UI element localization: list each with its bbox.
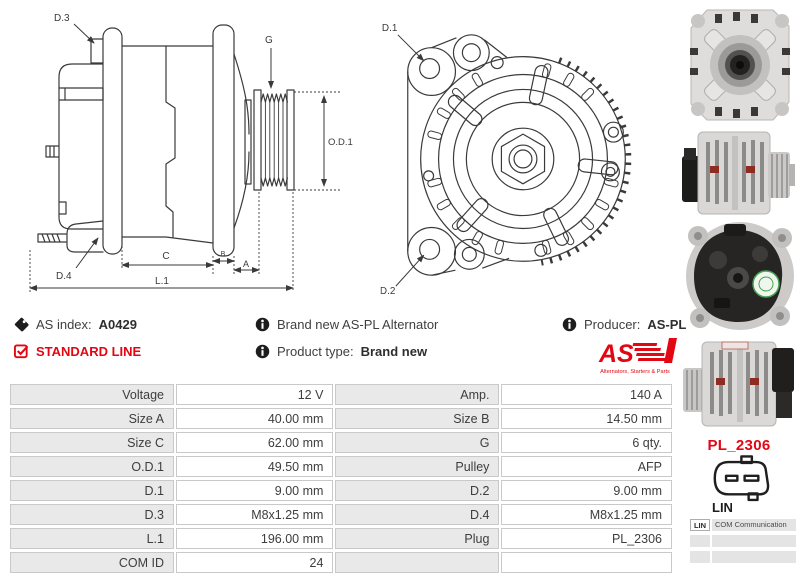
spec-label: D.4	[335, 504, 499, 525]
dim-label-a: A	[242, 259, 250, 269]
dim-label-b: B	[220, 251, 226, 258]
as-index-label: AS index:	[36, 317, 92, 332]
spec-label: Pulley	[335, 456, 499, 477]
list-item	[690, 535, 796, 547]
checkbox-check-icon	[14, 344, 29, 359]
spec-value: 12 V	[176, 384, 333, 405]
as-index-row	[14, 317, 137, 332]
alternator-side-photo	[682, 126, 795, 218]
front-dimension-labels	[380, 23, 398, 297]
as-index-value: A0429	[98, 317, 137, 332]
spec-value: 24	[176, 552, 333, 573]
plug-type-label: LIN	[712, 500, 733, 515]
dimension-labels	[54, 13, 353, 287]
table-row	[10, 384, 672, 405]
spec-label	[335, 552, 499, 573]
spec-label: Size B	[335, 408, 499, 429]
rim-teeth	[541, 60, 628, 263]
spec-value: 9.00 mm	[501, 480, 672, 501]
side-view-technical-drawing	[8, 6, 360, 306]
product-type-row	[255, 344, 427, 359]
plug-code: PL_2306	[707, 437, 771, 454]
front-view-technical-drawing	[372, 4, 670, 304]
dim-label-l1: L.1	[155, 276, 169, 287]
spec-label: Size C	[10, 432, 174, 453]
info-icon	[255, 317, 270, 332]
spec-table	[8, 381, 674, 576]
spec-label: COM ID	[10, 552, 174, 573]
producer-label: Producer:	[584, 317, 641, 332]
com-value	[712, 551, 796, 563]
com-key	[690, 535, 710, 547]
spec-value: 14.50 mm	[501, 408, 672, 429]
logo-text: AS	[599, 340, 634, 368]
standard-line-badge: STANDARD LINE	[36, 344, 142, 359]
spec-label: Voltage	[10, 384, 174, 405]
product-title: Brand new AS-PL Alternator	[277, 317, 439, 332]
list-item	[690, 551, 796, 563]
table-row	[10, 456, 672, 477]
as-pl-logo	[593, 336, 681, 378]
com-value	[712, 535, 796, 547]
producer-value: AS-PL	[647, 317, 687, 332]
product-title-row	[255, 317, 438, 332]
tag-icon	[14, 317, 29, 332]
product-photo-rear[interactable]	[684, 220, 796, 337]
spec-value: 140 A	[501, 384, 672, 405]
table-row	[10, 432, 672, 453]
spec-label: Amp.	[335, 384, 499, 405]
spec-value: M8x1.25 mm	[176, 504, 333, 525]
list-item	[690, 519, 796, 531]
spec-value: 6 qty.	[501, 432, 672, 453]
producer-row	[562, 317, 686, 332]
table-row	[10, 504, 672, 525]
com-key	[690, 551, 710, 563]
dim-label-od1: O.D.1	[328, 137, 353, 148]
com-value: COM Communication	[712, 519, 796, 531]
spec-value: PL_2306	[501, 528, 672, 549]
alternator-side-outline	[38, 25, 294, 256]
spec-value: 62.00 mm	[176, 432, 333, 453]
dim-label-d3: D.3	[54, 13, 70, 24]
plug-connector-icon	[710, 454, 776, 504]
info-icon	[562, 317, 577, 332]
table-row	[10, 480, 672, 501]
table-row	[10, 528, 672, 549]
spec-value: 196.00 mm	[176, 528, 333, 549]
product-photo-side-left[interactable]	[682, 126, 795, 223]
product-photo-front[interactable]	[685, 6, 795, 129]
spec-value: M8x1.25 mm	[501, 504, 672, 525]
alternator-front-outline	[408, 35, 629, 275]
spec-label: D.2	[335, 480, 499, 501]
table-row	[10, 408, 672, 429]
spec-label: L.1	[10, 528, 174, 549]
product-type-label: Product type:	[277, 344, 354, 359]
spec-value	[501, 552, 672, 573]
dim-label-c: C	[162, 251, 170, 262]
spec-value: 40.00 mm	[176, 408, 333, 429]
com-communication-table	[690, 519, 796, 567]
logo-tagline: Alternators, Starters & Parts	[600, 369, 670, 375]
info-icon	[255, 344, 270, 359]
spec-label: Plug	[335, 528, 499, 549]
alternator-side-photo-2	[682, 334, 795, 432]
spec-value: AFP	[501, 456, 672, 477]
spec-value: 49.50 mm	[176, 456, 333, 477]
spec-value: 9.00 mm	[176, 480, 333, 501]
dim-label-d1: D.1	[381, 22, 398, 34]
alternator-front-photo	[685, 6, 795, 124]
spec-label: O.D.1	[10, 456, 174, 477]
alternator-rear-photo	[684, 220, 796, 332]
standard-line-row	[14, 344, 141, 359]
spec-label: D.3	[10, 504, 174, 525]
spec-label: D.1	[10, 480, 174, 501]
dim-label-g: G	[265, 35, 273, 46]
dim-label-d2: D.2	[379, 286, 396, 298]
spec-label: Size A	[10, 408, 174, 429]
product-photo-side-right[interactable]	[682, 334, 795, 437]
product-type-value: Brand new	[360, 344, 428, 359]
dim-label-d4: D.4	[56, 271, 72, 282]
spec-label: G	[335, 432, 499, 453]
table-row	[10, 552, 672, 573]
com-key: LIN	[690, 519, 710, 531]
